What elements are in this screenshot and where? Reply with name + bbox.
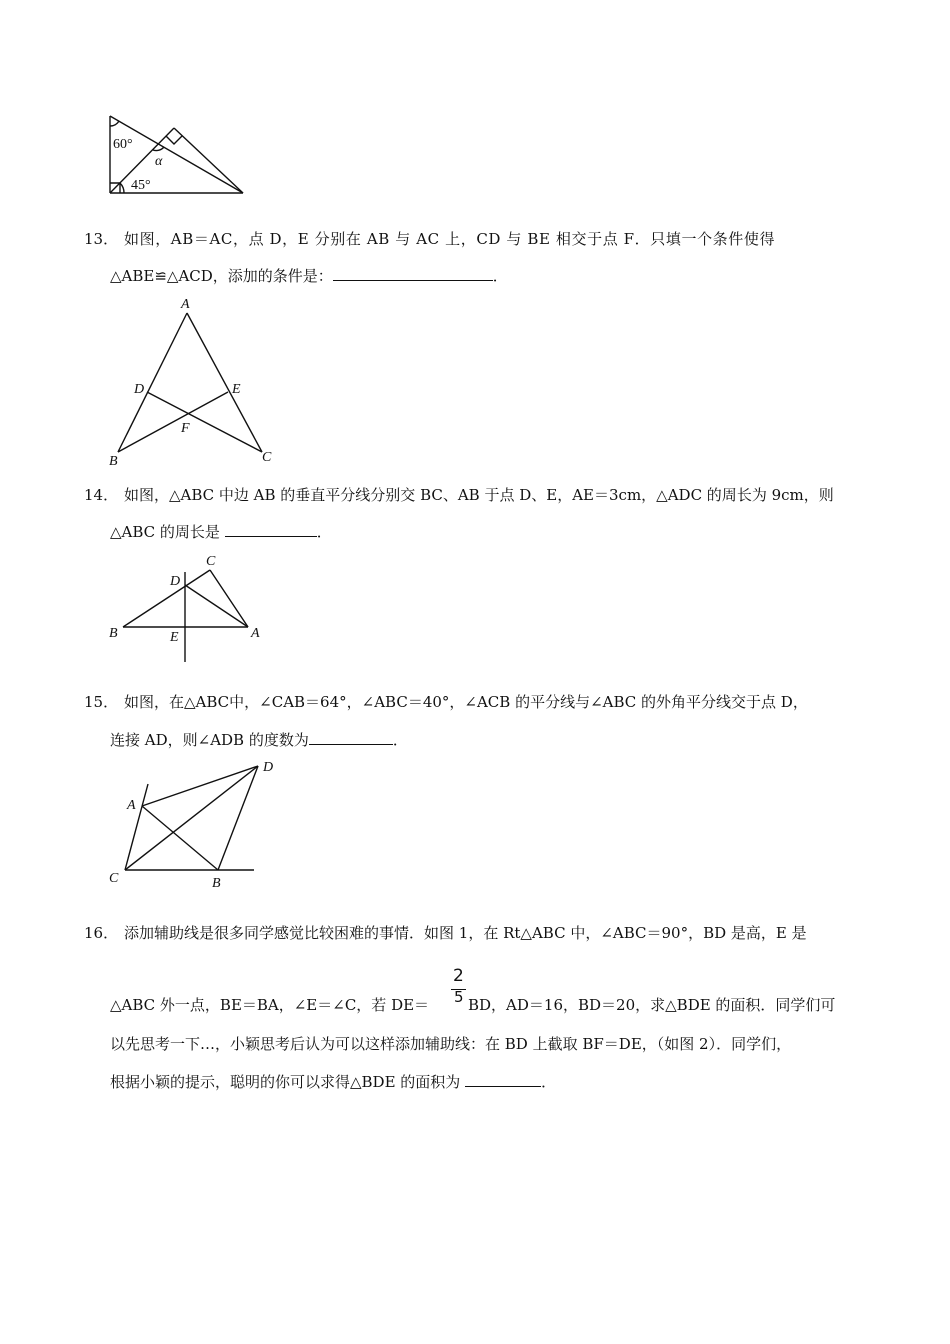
fig15-label-A: A bbox=[127, 798, 136, 813]
q16-number: 16． bbox=[84, 924, 119, 942]
fig14-label-A: A bbox=[251, 626, 260, 641]
fig13-label-E: E bbox=[232, 382, 241, 397]
q13-number: 13． bbox=[84, 230, 119, 248]
q16-end: ． bbox=[541, 1073, 557, 1091]
q16-line4-wrap bbox=[110, 1072, 556, 1092]
q14-line1: 如图，△ABC 中边 AB 的垂直平分线分别交 BC、AB 于点 D、E，AE＝3cm，△ADC 的周长为 9cm，则 bbox=[124, 486, 834, 504]
fig14-label-D: D bbox=[170, 574, 181, 589]
fig15-label-C: C bbox=[109, 871, 119, 886]
fig13-label-D: D bbox=[134, 382, 145, 397]
q14-line2: △ABC 的周长是 bbox=[110, 523, 220, 541]
q13-end: ． bbox=[492, 267, 508, 285]
q15-number: 15． bbox=[84, 693, 119, 711]
q15-line2: 连接 AD，则∠ADB 的度数为 bbox=[110, 731, 309, 749]
fig15-AD bbox=[142, 766, 258, 806]
q14-end: ． bbox=[316, 523, 332, 541]
fig15-label-B: B bbox=[212, 876, 221, 891]
q16-line1: 添加辅助线是很多同学感觉比较困难的事情．如图 1，在 Rt△ABC 中，∠ABC＝90°，BD 是高，E 是 bbox=[124, 924, 807, 942]
fig14-label-E: E bbox=[170, 630, 179, 645]
fig13-label-B: B bbox=[109, 454, 118, 469]
q15-line1: 如图，在△ABC中，∠CAB＝64°，∠ABC＝40°，∠ACB 的平分线与∠ABC 的外角平分线交于点 D， bbox=[124, 693, 808, 711]
fig13-label-F: F bbox=[181, 421, 190, 436]
fig15-CA-ext bbox=[125, 784, 148, 870]
q16-answer-blank[interactable] bbox=[465, 1072, 541, 1087]
q16-fraction-numerator: 2 bbox=[453, 966, 464, 986]
fig12-label-60: 60° bbox=[113, 137, 133, 152]
fig15-AB bbox=[142, 806, 218, 870]
fig15-label-D: D bbox=[263, 760, 274, 775]
q13-line2: △ABE≌△ACD，添加的条件是： bbox=[110, 267, 333, 285]
q16-line2a: △ABC 外一点，BE＝BA，∠E＝∠C，若 DE＝ bbox=[110, 996, 430, 1014]
q16-line2b: BD，AD＝16，BD＝20，求△BDE 的面积．同学们可 bbox=[468, 996, 836, 1014]
q13-line1: 如图，AB＝AC，点 D，E 分别在 AB 与 AC 上，CD 与 BE 相交于点 F．只填一个条件使得 bbox=[124, 230, 776, 248]
q16-fraction-denominator: 5 bbox=[454, 988, 464, 1006]
q15-end: ． bbox=[392, 731, 408, 749]
fig14-label-B: B bbox=[109, 626, 118, 641]
fig12-label-45: 45° bbox=[131, 178, 151, 193]
fig13-label-C: C bbox=[262, 450, 272, 465]
q16-line4: 根据小颖的提示，聪明的你可以求得△BDE 的面积为 bbox=[110, 1073, 461, 1091]
q16-line3: 以先思考一下…，小颖思考后认为可以这样添加辅助线：在 BD 上截取 BF＝DE，（如图 2）．同学们， bbox=[110, 1035, 792, 1053]
fig14-label-C: C bbox=[206, 554, 216, 569]
q14-number: 14． bbox=[84, 486, 119, 504]
fig13-label-A: A bbox=[181, 297, 190, 312]
fig12-label-alpha: α bbox=[155, 154, 163, 169]
